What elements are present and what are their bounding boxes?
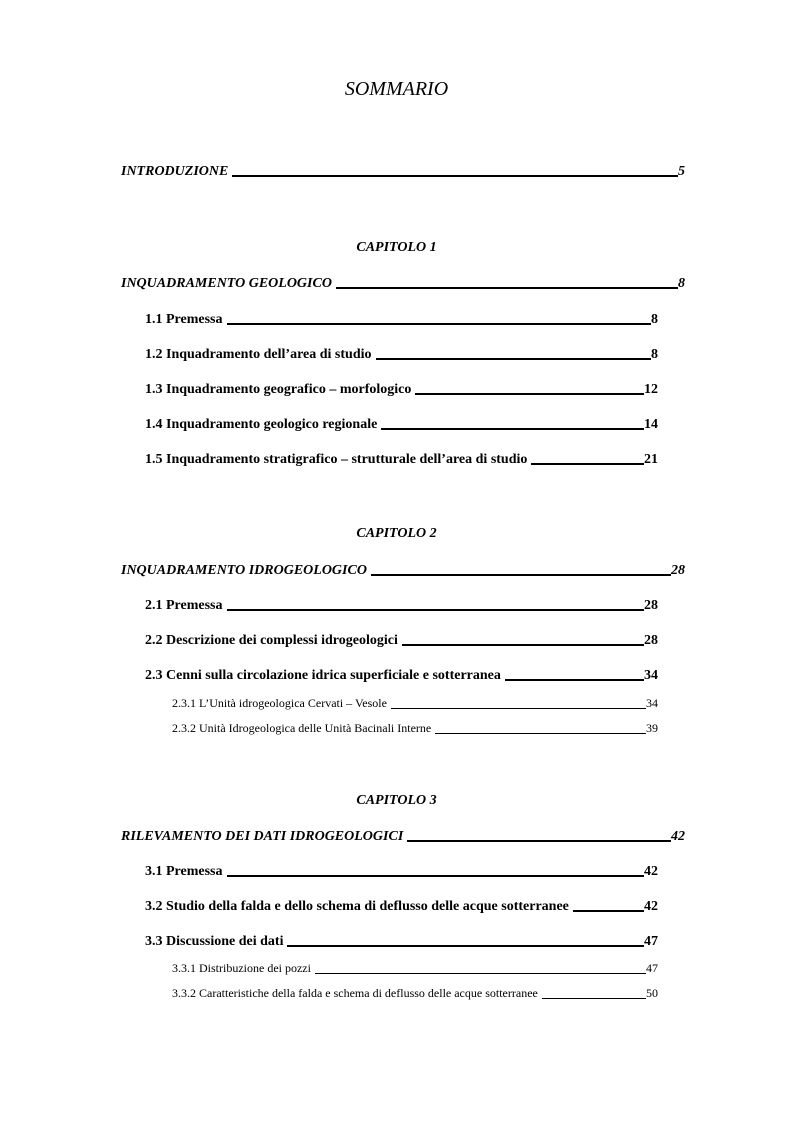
leader-line	[232, 174, 678, 177]
leader-line	[371, 573, 671, 576]
toc-entry-label: 2.2 Descrizione dei complessi idrogeologici	[145, 633, 398, 648]
leader-line	[573, 909, 644, 912]
toc-entry-label: 3.3 Discussione dei dati	[145, 934, 284, 949]
leader-line	[381, 427, 644, 430]
toc-subsection[interactable]	[172, 986, 658, 1001]
toc-entry-page: 42	[644, 899, 658, 914]
toc-entry-page: 42	[644, 864, 658, 879]
toc-entry-page: 8	[678, 276, 685, 291]
toc-entry-label: INQUADRAMENTO GEOLOGICO	[121, 276, 332, 291]
chapter-heading-2: CAPITOLO 2	[356, 526, 437, 541]
toc-section[interactable]	[145, 598, 658, 614]
leader-line	[315, 972, 646, 974]
chapter-heading-1: CAPITOLO 1	[356, 240, 437, 255]
toc-entry-page: 8	[651, 347, 658, 362]
toc-entry-label: 3.1 Premessa	[145, 864, 223, 879]
leader-line	[435, 732, 646, 734]
leader-line	[415, 392, 644, 395]
leader-line	[376, 357, 652, 360]
leader-line	[227, 322, 652, 325]
toc-entry-label: 2.3.2 Unità Idrogeologica delle Unità Bacinali Interne	[172, 721, 432, 735]
toc-entry-label: INTRODUZIONE	[121, 164, 229, 179]
toc-entry-page: 8	[651, 312, 658, 327]
toc-entry-page: 21	[644, 452, 658, 467]
toc-entry-page: 50	[646, 986, 658, 1000]
toc-section[interactable]	[145, 452, 658, 468]
leader-line	[542, 997, 646, 999]
leader-line	[402, 643, 644, 646]
toc-entry-label: 1.1 Premessa	[145, 312, 223, 327]
page-title: SOMMARIO	[344, 78, 449, 100]
toc-entry-label: 1.2 Inquadramento dell’area di studio	[145, 347, 372, 362]
toc-entry-page: 12	[644, 382, 658, 397]
toc-section[interactable]	[145, 864, 658, 880]
leader-line	[227, 608, 645, 611]
toc-entry-label: 2.1 Premessa	[145, 598, 223, 613]
toc-section[interactable]	[145, 899, 658, 915]
toc-subsection[interactable]	[172, 696, 658, 711]
toc-entry-introduzione[interactable]	[121, 164, 685, 180]
toc-entry-label: 2.3.1 L’Unità idrogeologica Cervati – Vesole	[172, 696, 387, 710]
leader-line	[227, 874, 645, 877]
toc-entry-label: 1.5 Inquadramento stratigrafico – strutturale dell’area di studio	[145, 452, 528, 467]
toc-entry-label: RILEVAMENTO DEI DATI IDROGEOLOGICI	[121, 829, 404, 844]
leader-line	[391, 707, 646, 709]
leader-line	[531, 462, 644, 465]
toc-entry-page: 47	[646, 961, 658, 975]
toc-entry-label: 3.3.1 Distribuzione dei pozzi	[172, 961, 311, 975]
leader-line	[505, 678, 644, 681]
toc-entry-page: 34	[646, 696, 658, 710]
toc-entry-label: 1.4 Inquadramento geologico regionale	[145, 417, 378, 432]
toc-chapter-2-title[interactable]	[121, 563, 685, 579]
toc-section[interactable]	[145, 312, 658, 328]
toc-entry-label: 2.3 Cenni sulla circolazione idrica superficiale e sotterranea	[145, 668, 501, 683]
toc-entry-label: 3.3.2 Caratteristiche della falda e schema di deflusso delle acque sotterranee	[172, 986, 538, 1000]
toc-entry-page: 14	[644, 417, 658, 432]
toc-section[interactable]	[145, 382, 658, 398]
toc-entry-page: 47	[644, 934, 658, 949]
toc-section[interactable]	[145, 934, 658, 950]
toc-entry-page: 28	[644, 633, 658, 648]
toc-entry-page: 28	[671, 563, 685, 578]
toc-entry-page: 39	[646, 721, 658, 735]
toc-entry-label: 1.3 Inquadramento geografico – morfologico	[145, 382, 412, 397]
toc-section[interactable]	[145, 668, 658, 684]
chapter-heading-3: CAPITOLO 3	[356, 793, 437, 808]
toc-entry-page: 5	[678, 164, 685, 179]
leader-line	[287, 944, 644, 947]
toc-subsection[interactable]	[172, 961, 658, 976]
toc-entry-page: 34	[644, 668, 658, 683]
toc-section[interactable]	[145, 417, 658, 433]
leader-line	[407, 839, 671, 842]
toc-chapter-1-title[interactable]	[121, 276, 685, 292]
toc-subsection[interactable]	[172, 721, 658, 736]
toc-chapter-3-title[interactable]	[121, 829, 685, 845]
toc-section[interactable]	[145, 347, 658, 363]
toc-entry-label: 3.2 Studio della falda e dello schema di deflusso delle acque sotterranee	[145, 899, 569, 914]
toc-section[interactable]	[145, 633, 658, 649]
toc-entry-page: 28	[644, 598, 658, 613]
toc-entry-page: 42	[671, 829, 685, 844]
toc-entry-label: INQUADRAMENTO IDROGEOLOGICO	[121, 563, 367, 578]
leader-line	[336, 286, 678, 289]
